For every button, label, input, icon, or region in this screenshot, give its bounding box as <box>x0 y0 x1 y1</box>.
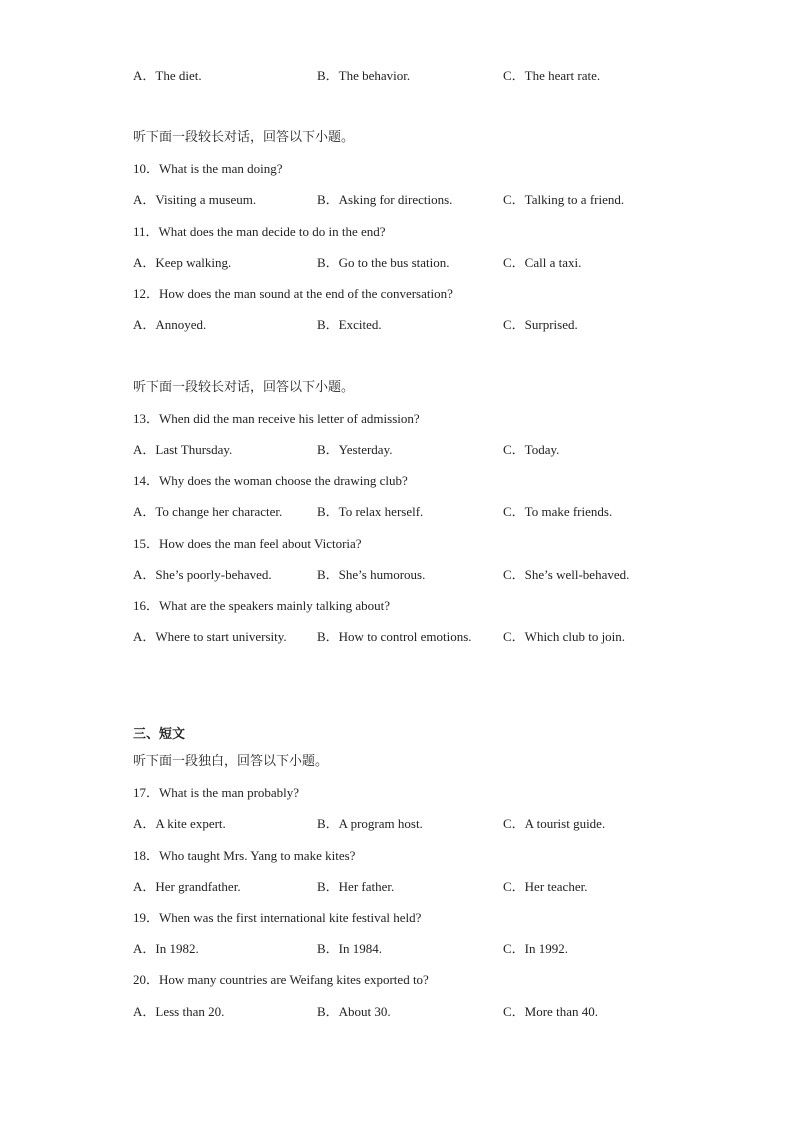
question-16: 16．What are the speakers mainly talking about? <box>133 598 391 613</box>
q10-option-a: A．Visiting a museum. <box>133 192 257 207</box>
q20-option-a: A．Less than 20. <box>133 1004 225 1019</box>
q9-options <box>133 68 693 84</box>
q13-options <box>133 442 693 458</box>
q17-option-b: B．A program host. <box>317 816 423 831</box>
question-15: 15．How does the man feel about Victoria? <box>133 536 362 551</box>
q15-options <box>133 567 693 583</box>
dialog3-instruction: 听下面一段较长对话，回答以下小题。 <box>133 380 355 395</box>
q9-option-b: B．The behavior. <box>317 68 411 83</box>
q16-option-b: B．How to control emotions. <box>317 629 472 644</box>
q18-options <box>133 879 693 895</box>
q12-option-c: C．Surprised. <box>503 317 578 332</box>
q19-option-b: B．In 1984. <box>317 941 383 956</box>
q15-option-c: C．She’s well-behaved. <box>503 567 630 582</box>
q20-option-c: C．More than 40. <box>503 1004 598 1019</box>
q20-options <box>133 1004 693 1020</box>
q14-option-a: A．To change her character. <box>133 504 283 519</box>
question-19: 19．When was the first international kite festival held? <box>133 910 422 925</box>
q9-option-a: A．The diet. <box>133 68 202 83</box>
q12-option-b: B．Excited. <box>317 317 382 332</box>
q9-option-c: C．The heart rate. <box>503 68 601 83</box>
q12-options <box>133 317 693 333</box>
q18-option-b: B．Her father. <box>317 879 395 894</box>
q16-options <box>133 629 693 645</box>
q17-option-c: C．A tourist guide. <box>503 816 606 831</box>
q10-option-b: B．Asking for directions. <box>317 192 453 207</box>
q14-option-c: C．To make friends. <box>503 504 613 519</box>
q11-option-a: A．Keep walking. <box>133 255 232 270</box>
q15-option-b: B．She’s humorous. <box>317 567 426 582</box>
q17-option-a: A．A kite expert. <box>133 816 226 831</box>
q15-option-a: A．She’s poorly-behaved. <box>133 567 272 582</box>
q10-option-c: C．Talking to a friend. <box>503 192 625 207</box>
q11-option-c: C．Call a taxi. <box>503 255 582 270</box>
q18-option-c: C．Her teacher. <box>503 879 588 894</box>
q10-options <box>133 192 693 208</box>
q18-option-a: A．Her grandfather. <box>133 879 241 894</box>
q20-option-b: B．About 30. <box>317 1004 391 1019</box>
q16-option-c: C．Which club to join. <box>503 629 626 644</box>
section3-instruction: 听下面一段独白，回答以下小题。 <box>133 754 329 769</box>
q13-option-a: A．Last Thursday. <box>133 442 233 457</box>
question-14: 14．Why does the woman choose the drawing club? <box>133 473 408 488</box>
question-17: 17．What is the man probably? <box>133 785 300 800</box>
q11-option-b: B．Go to the bus station. <box>317 255 450 270</box>
q19-options <box>133 941 693 957</box>
q14-options <box>133 504 693 520</box>
q12-option-a: A．Annoyed. <box>133 317 207 332</box>
q14-option-b: B．To relax herself. <box>317 504 424 519</box>
question-10: 10．What is the man doing? <box>133 161 283 176</box>
q19-option-c: C．In 1992. <box>503 941 569 956</box>
q13-option-c: C．Today. <box>503 442 560 457</box>
dialog2-instruction: 听下面一段较长对话，回答以下小题。 <box>133 130 355 145</box>
q13-option-b: B．Yesterday. <box>317 442 393 457</box>
question-13: 13．When did the man receive his letter of admission? <box>133 411 420 426</box>
q19-option-a: A．In 1982. <box>133 941 199 956</box>
question-11: 11．What does the man decide to do in the end? <box>133 224 386 239</box>
q16-option-a: A．Where to start university. <box>133 629 287 644</box>
question-20: 20．How many countries are Weifang kites exported to? <box>133 972 429 987</box>
section3-title: 三、短文 <box>133 727 186 742</box>
q11-options <box>133 255 693 271</box>
q17-options <box>133 816 693 832</box>
question-12: 12．How does the man sound at the end of the conversation? <box>133 286 453 301</box>
question-18: 18．Who taught Mrs. Yang to make kites? <box>133 848 356 863</box>
